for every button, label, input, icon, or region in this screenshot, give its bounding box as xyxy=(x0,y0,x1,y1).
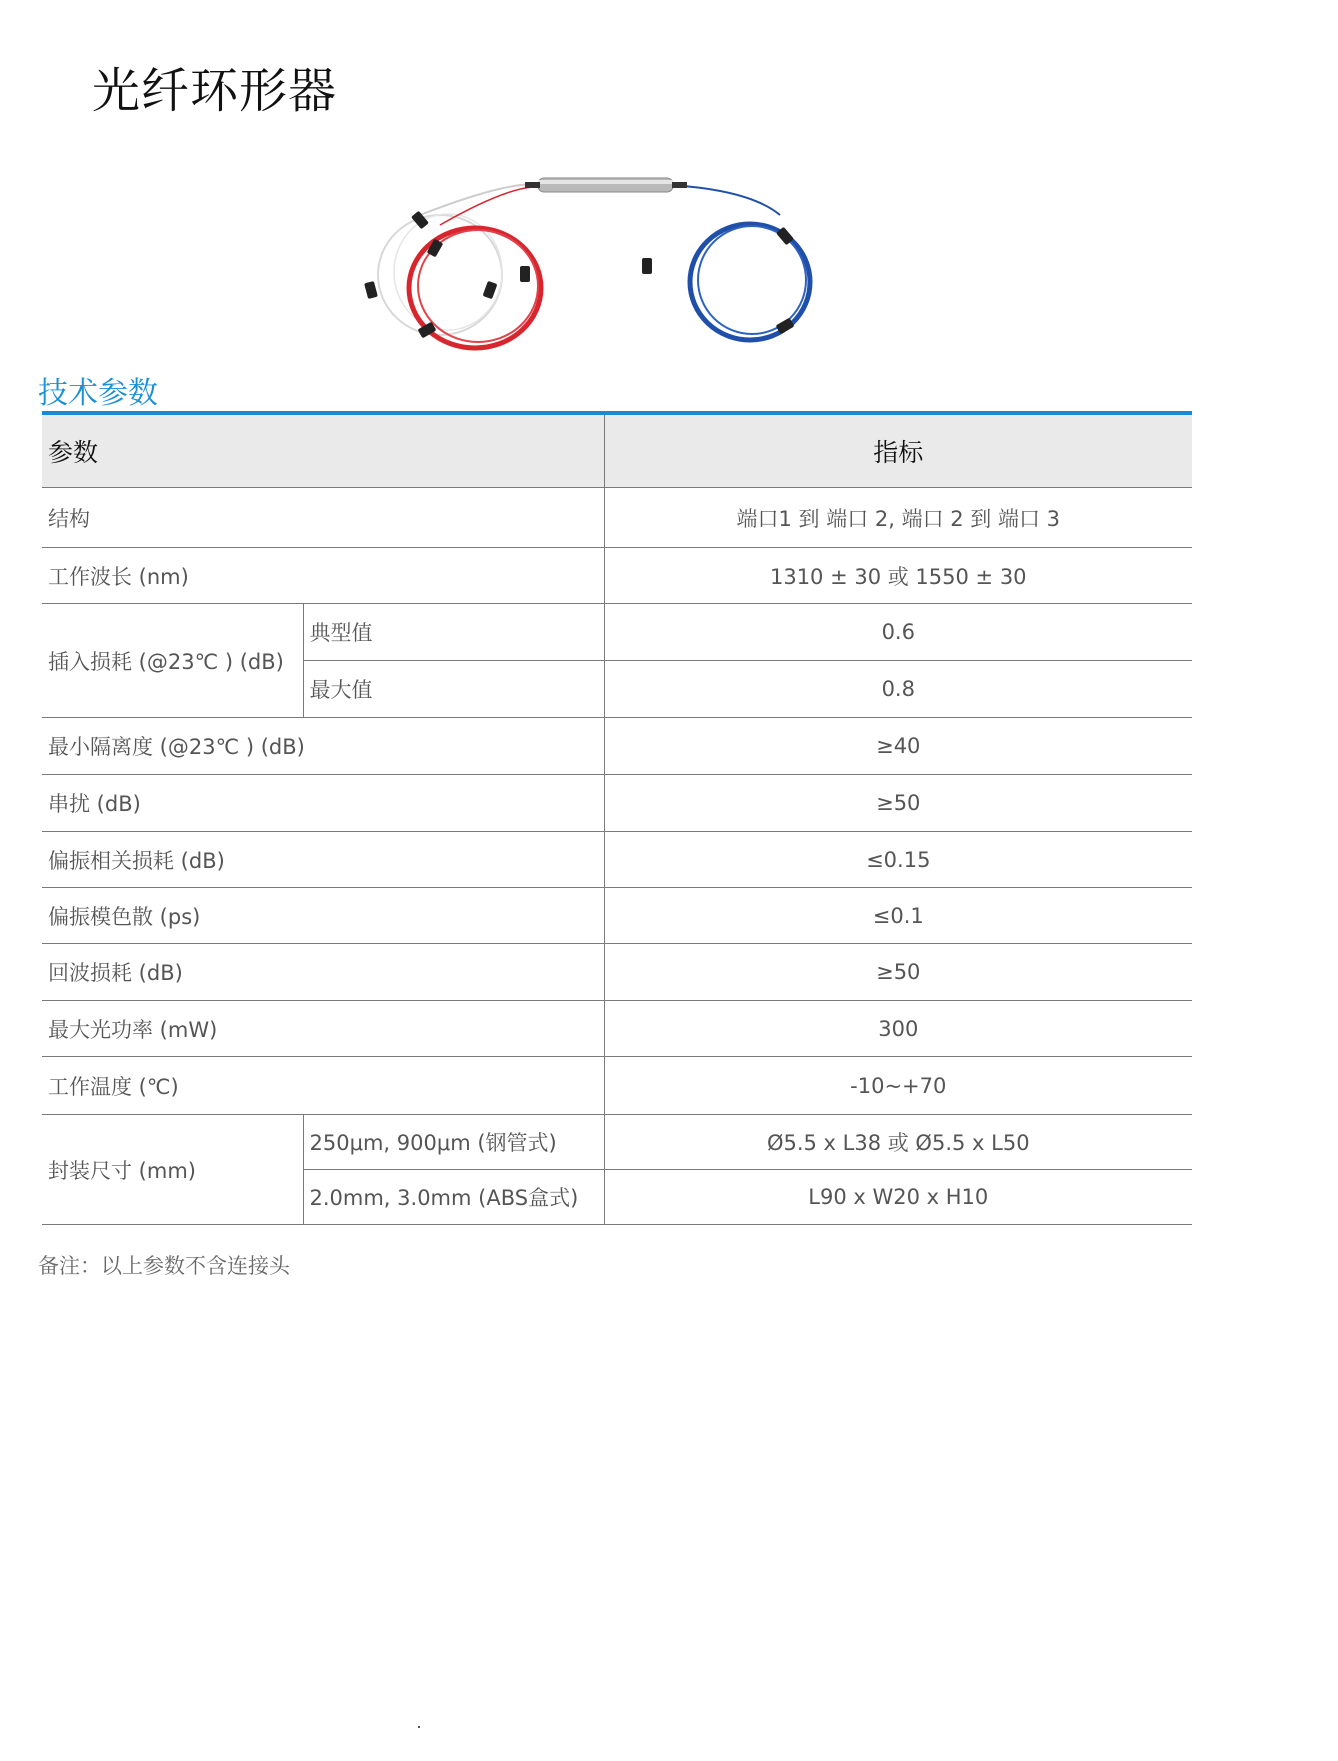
row-value: ≥50 xyxy=(604,775,1192,832)
table-row xyxy=(42,604,1192,661)
footnote: 备注：以上参数不含连接头 xyxy=(38,1254,290,1278)
table-row xyxy=(42,488,1192,548)
section-title: 技术参数 xyxy=(38,376,158,411)
table-row xyxy=(42,888,1192,944)
table-row xyxy=(42,548,1192,604)
table-row xyxy=(42,1001,1192,1057)
row-label: 工作波长 (nm) xyxy=(42,548,604,604)
row-label: 插入损耗 (@23℃ ) (dB) xyxy=(42,604,303,718)
table-row xyxy=(42,1115,1192,1170)
row-sublabel: 典型值 xyxy=(303,604,604,661)
table-row xyxy=(42,944,1192,1001)
row-label: 封装尺寸 (mm) xyxy=(42,1115,303,1225)
row-label: 回波损耗 (dB) xyxy=(42,944,604,1001)
fiber-circulator-product-image xyxy=(360,170,830,370)
row-label: 串扰 (dB) xyxy=(42,775,604,832)
row-value: -10~+70 xyxy=(604,1057,1192,1115)
row-value: Ø5.5 x L38 或 Ø5.5 x L50 xyxy=(604,1115,1192,1170)
table-row xyxy=(42,775,1192,832)
row-label: 最小隔离度 (@23℃ ) (dB) xyxy=(42,718,604,775)
row-sublabel: 2.0mm, 3.0mm (ABS盒式) xyxy=(303,1170,604,1225)
table-header-row xyxy=(42,415,1192,488)
row-value: L90 x W20 x H10 xyxy=(604,1170,1192,1225)
row-value: 0.6 xyxy=(604,604,1192,661)
page-mark xyxy=(418,1726,420,1728)
row-value: ≥50 xyxy=(604,944,1192,1001)
row-label: 偏振模色散 (ps) xyxy=(42,888,604,944)
row-label: 结构 xyxy=(42,488,604,548)
table-row xyxy=(42,1057,1192,1115)
header-param: 参数 xyxy=(42,415,604,488)
row-value: 端口1 到 端口 2, 端口 2 到 端口 3 xyxy=(604,488,1192,548)
row-value: ≥40 xyxy=(604,718,1192,775)
row-sublabel: 最大值 xyxy=(303,661,604,718)
row-label: 工作温度 (℃) xyxy=(42,1057,604,1115)
spec-table xyxy=(42,415,1192,1225)
row-value: ≤0.1 xyxy=(604,888,1192,944)
row-label: 最大光功率 (mW) xyxy=(42,1001,604,1057)
page-title: 光纤环形器 xyxy=(92,63,338,119)
row-label: 偏振相关损耗 (dB) xyxy=(42,832,604,888)
row-value: ≤0.15 xyxy=(604,832,1192,888)
row-sublabel: 250μm, 900μm (钢管式) xyxy=(303,1115,604,1170)
row-value: 1310 ± 30 或 1550 ± 30 xyxy=(604,548,1192,604)
table-row xyxy=(42,718,1192,775)
row-value: 0.8 xyxy=(604,661,1192,718)
row-value: 300 xyxy=(604,1001,1192,1057)
header-value: 指标 xyxy=(604,415,1192,488)
table-row xyxy=(42,832,1192,888)
